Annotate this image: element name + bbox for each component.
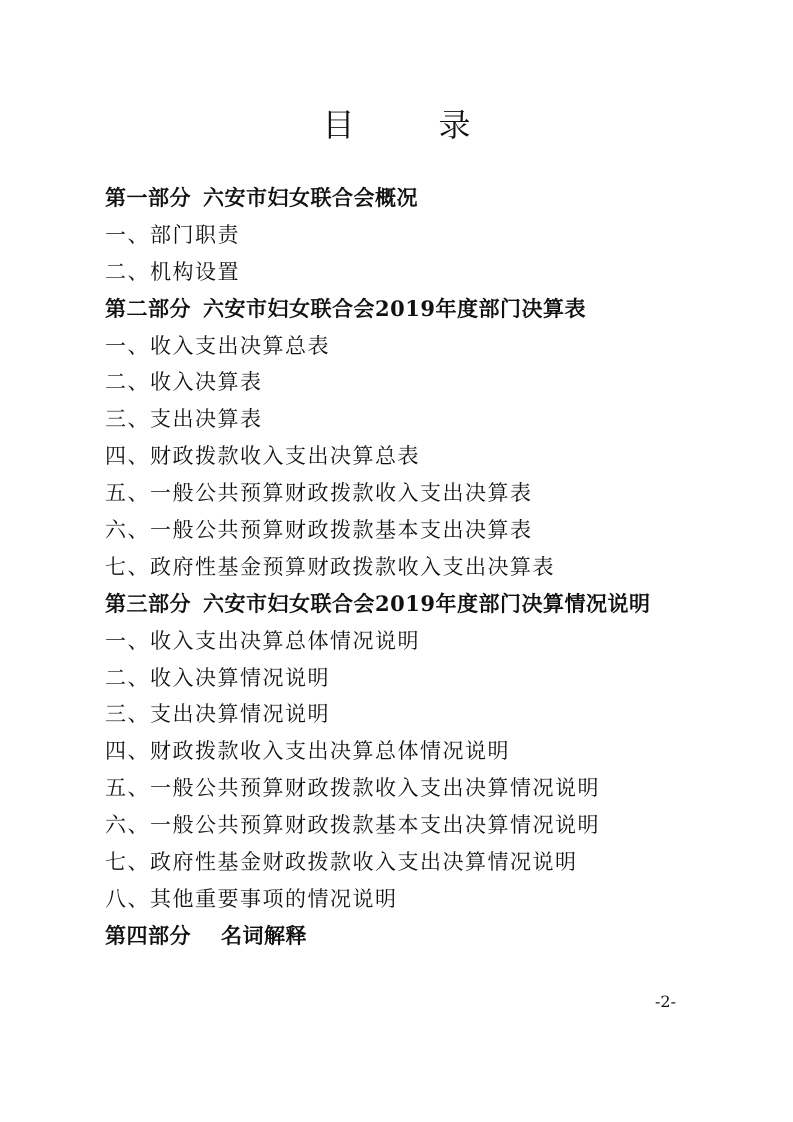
toc-part-label: 第四部分 xyxy=(105,922,191,948)
toc-item: 一、部门职责 xyxy=(105,222,240,247)
toc-item: 一、收入支出决算总表 xyxy=(105,333,330,358)
toc-part-heading xyxy=(105,291,745,328)
toc-item: 七、政府性基金财政拨款收入支出决算情况说明 xyxy=(105,850,578,875)
toc-item: 二、收入决算情况说明 xyxy=(105,665,330,690)
toc-part-label: 第三部分 xyxy=(105,590,191,616)
toc-item: 六、一般公共预算财政拨款基本支出决算情况说明 xyxy=(105,813,600,838)
page-title: 目 录 xyxy=(322,106,497,144)
toc-part-title: 六安市妇女联合会2019年度部门决算表 xyxy=(203,295,586,321)
toc-item: 六、一般公共预算财政拨款基本支出决算表 xyxy=(105,518,533,543)
toc-item: 一、收入支出决算总体情况说明 xyxy=(105,628,420,653)
toc-item: 四、财政拨款收入支出决算总体情况说明 xyxy=(105,739,510,764)
toc-item: 八、其他重要事项的情况说明 xyxy=(105,886,398,911)
toc-item: 七、政府性基金预算财政拨款收入支出决算表 xyxy=(105,554,555,579)
toc-item: 三、支出决算表 xyxy=(105,407,263,432)
toc-item: 三、支出决算情况说明 xyxy=(105,702,330,727)
toc-part-title: 六安市妇女联合会2019年度部门决算情况说明 xyxy=(203,590,651,616)
page-number: -2- xyxy=(655,992,676,1011)
toc-part-heading xyxy=(105,180,745,217)
toc-item: 五、一般公共预算财政拨款收入支出决算情况说明 xyxy=(105,776,600,801)
toc-part-label: 第二部分 xyxy=(105,295,191,321)
toc-item: 五、一般公共预算财政拨款收入支出决算表 xyxy=(105,481,533,506)
toc-part-heading xyxy=(105,918,745,955)
toc-part-heading xyxy=(105,586,745,623)
toc-item: 四、财政拨款收入支出决算总表 xyxy=(105,444,420,469)
toc-item: 二、收入决算表 xyxy=(105,370,263,395)
toc-part-label: 第一部分 xyxy=(105,185,191,210)
toc-part-title: 名词解释 xyxy=(221,922,307,948)
toc-part-title: 六安市妇女联合会概况 xyxy=(203,185,418,210)
toc-item: 二、机构设置 xyxy=(105,259,240,284)
table-of-contents xyxy=(105,180,745,955)
